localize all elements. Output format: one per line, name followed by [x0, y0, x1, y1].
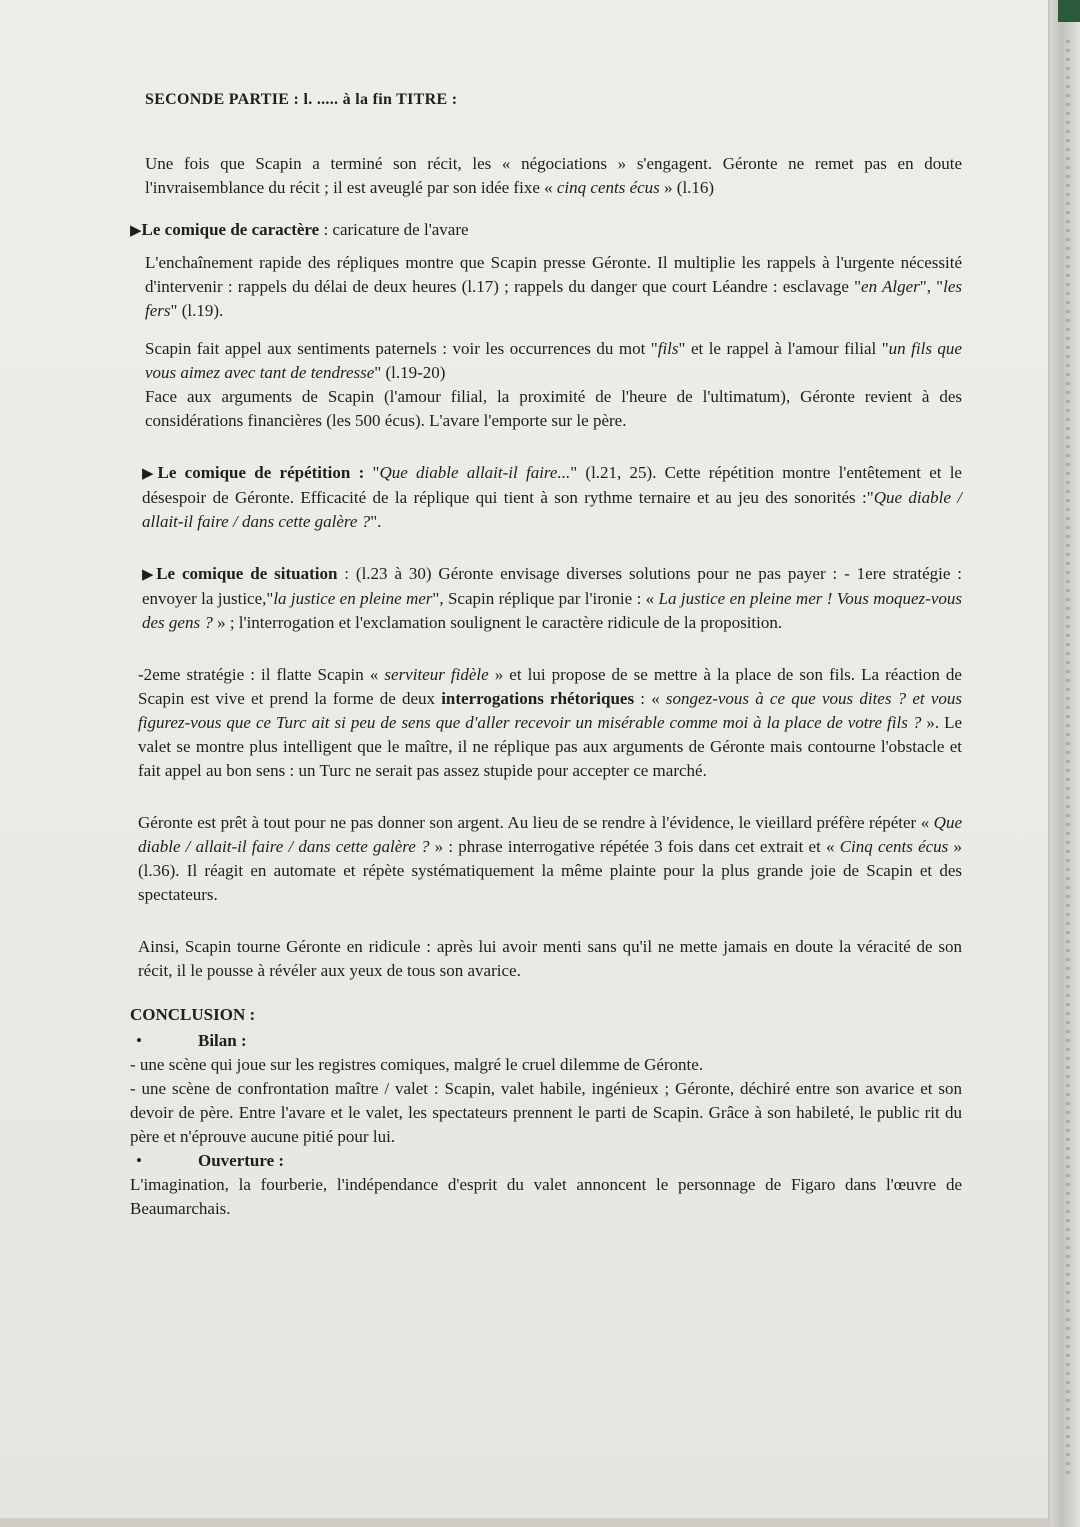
ouverture-text: L'imagination, la fourberie, l'indépendance d'esprit du valet annoncent le personnage de Figaro dans l'œuvre de Beaumarchais. — [130, 1175, 962, 1218]
geronte-paragraph: Géronte est prêt à tout pour ne pas donner son argent. Au lieu de se rendre à l'évidence, le vieillard préfère répéter « Que diable / allait-il faire / dans cette galère ? » : phrase interrogative répétée 3 fois dans cet extrait et « Cinq cents écus » (l.36). Il réagit en automate et répète systématiquement la même plainte pour la plus grande joie de Scapin et des spectateurs. — [138, 813, 962, 904]
bullet-icon: • — [136, 1151, 142, 1170]
intro-paragraph: Une fois que Scapin a terminé son récit, les « négociations » s'engagent. Géronte ne remet pas en doute l'invraisemblance du récit ; il est aveuglé par son idée fixe « cinq cents écus » (l.16) — [145, 154, 962, 197]
bilan-line — [130, 1029, 962, 1053]
heading-comique-caractere: ▶Le comique de caractère : caricature de l'avare — [130, 220, 469, 239]
conclusion-section — [130, 1003, 962, 1221]
document-content — [130, 88, 962, 1221]
bilan-label: Bilan : — [198, 1031, 247, 1050]
ainsi-paragraph: Ainsi, Scapin tourne Géronte en ridicule : après lui avoir menti sans qu'il ne mette jamais en doute la véracité de son récit, il le pousse à révéler aux yeux de tous son avarice. — [138, 937, 962, 980]
binder-edge — [1050, 0, 1080, 1527]
triangle-bullet-icon: ▶ — [130, 223, 142, 239]
section-title: SECONDE PARTIE : l. ..... à la fin TITRE : — [145, 91, 458, 108]
caractere-paragraph-3: Face aux arguments de Scapin (l'amour filial, la proximité de l'heure de l'ultimatum), Géronte revient à des considérations financières (les 500 écus). L'avare l'emporte sur le père. — [145, 387, 962, 430]
strategie2-paragraph: -2eme stratégie : il flatte Scapin « serviteur fidèle » et lui propose de se mettre à la place de son fils. La réaction de Scapin est vive et prend la forme de deux interrogations rhétoriques : « songez-vous à ce que vous dites ? et vous figurez-vous que ce Turc ait si peu de sens que d'aller recevoir un misérable comme moi à la place de votre fils ? ». Le valet se montre plus intelligent que le maître, il ne réplique pas aux arguments de Géronte mais contourne l'obstacle et fait appel au bon sens : un Turc ne serait pas assez stupide pour accepter ce marché. — [138, 665, 962, 780]
binder-corner-tab — [1058, 0, 1080, 22]
caractere-paragraph-1: L'enchaînement rapide des répliques montre que Scapin presse Géronte. Il multiplie les rappels à l'urgente nécessité d'intervenir : rappels du délai de deux heures (l.17) ; rappels du danger que court Léandre : esclavage "en Alger", "les fers" (l.19). — [145, 253, 962, 320]
bullet-icon: • — [136, 1031, 142, 1050]
triangle-bullet-icon: ▶ — [142, 567, 157, 583]
situation-paragraph: ▶Le comique de situation : (l.23 à 30) Géronte envisage diverses solutions pour ne pas payer : - 1ere stratégie : envoyer la justice,"la justice en pleine mer", Scapin réplique par l'ironie : « La justice en pleine mer ! Vous moquez-vous des gens ? » ; l'interrogation et l'exclamation soulignent le caractère ridicule de la proposition. — [142, 564, 962, 632]
ouverture-label: Ouverture : — [198, 1151, 285, 1170]
bilan-item-1: - une scène qui joue sur les registres comiques, malgré le cruel dilemme de Géronte. — [130, 1055, 704, 1074]
repetition-paragraph: ▶Le comique de répétition : "Que diable allait-il faire..." (l.21, 25). Cette répétition montre l'entêtement et le désespoir de Géronte. Efficacité de la réplique qui tient à son rythme ternaire et au jeu des sonorités :"Que diable / allait-il faire / dans cette galère ?". — [142, 463, 962, 531]
binder-perforation — [1066, 40, 1070, 1480]
bilan-item-2: - une scène de confrontation maître / valet : Scapin, valet habile, ingénieux ; Géronte, déchiré entre son avarice et son devoir de père. Entre l'avare et le valet, les spectateurs prennent le parti de Scapin. Grâce à son habileté, le public rit du père et n'éprouve aucune pitié pour lui. — [130, 1079, 962, 1146]
ouverture-line — [130, 1149, 962, 1173]
triangle-bullet-icon: ▶ — [142, 466, 158, 482]
conclusion-title: CONCLUSION : — [130, 1005, 256, 1024]
caractere-paragraph-2: Scapin fait appel aux sentiments paternels : voir les occurrences du mot "fils" et le rappel à l'amour filial "un fils que vous aimez avec tant de tendresse" (l.19-20) — [145, 339, 962, 382]
